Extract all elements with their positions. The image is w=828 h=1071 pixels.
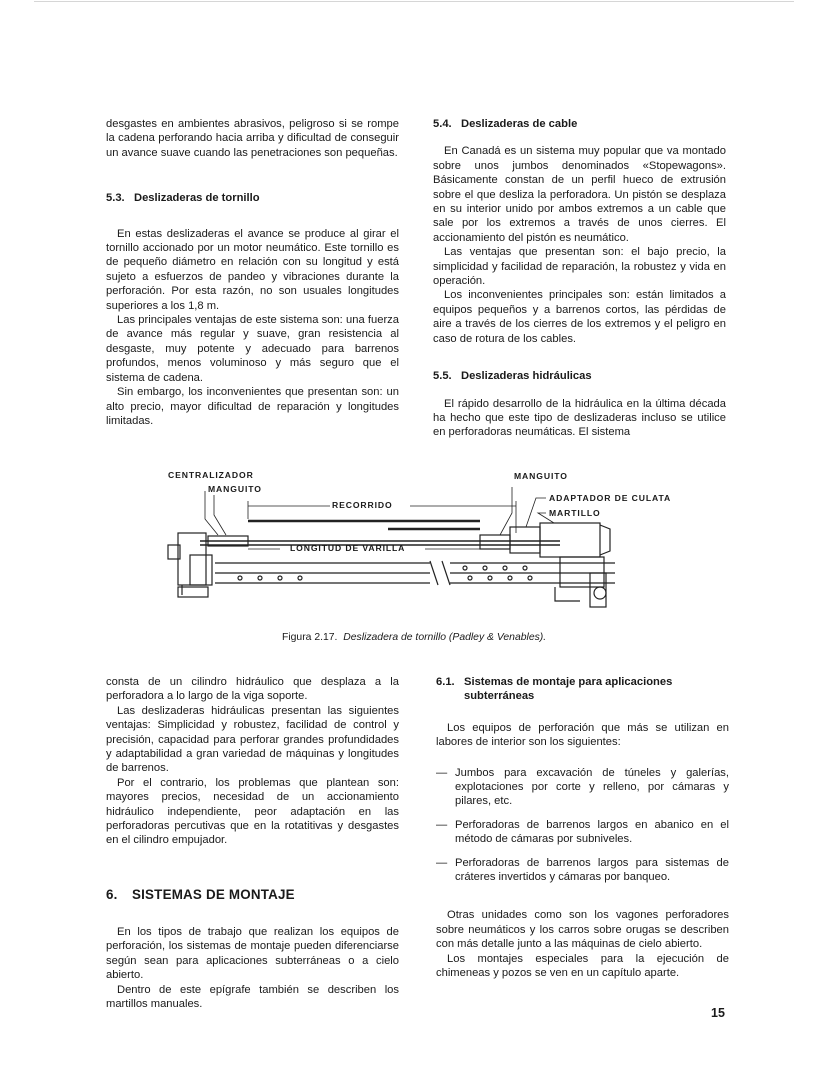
section-heading-6 — [106, 886, 399, 903]
section-number: 5.5. — [433, 370, 452, 383]
paragraph: Las ventajas que presentan son: el bajo precio, la simplicidad y facilidad de reparación, la robustez y vida en operación. — [433, 246, 726, 288]
list-item-text: Perforadoras de barrenos largos para sistemas de cráteres invertidos y cámaras por banqueo. — [455, 856, 729, 884]
label-hammer: MARTILLO — [549, 508, 601, 518]
section-heading-5-4 — [433, 117, 726, 131]
paragraph: En los tipos de trabajo que realizan los equipos de perforación, los sistemas de montaje pueden diferenciarse según sean para aplicaciones subterráneas o a cielo abierto. — [106, 925, 399, 982]
paragraph: Otras unidades como son los vagones perforadores sobre neumáticos y los carros sobre orugas se describen con más detalle junto a las máquinas de cielo abierto. — [436, 909, 729, 951]
top-rule — [34, 1, 794, 2]
caption-prefix: Figura 2.17. — [282, 632, 338, 643]
list-item-text: Jumbos para excavación de túneles y galerías, explotaciones por corte y relleno, por cámaras y pilares, etc. — [455, 766, 729, 808]
paragraph: Los inconvenientes principales son: están limitados a equipos pequeños y a barrenos cortos, las pérdidas de aire a través de los cierres de los extremos y el peligro en caso de rotura de los cables. — [433, 289, 726, 345]
paragraph: El rápido desarrollo de la hidráulica en la última década ha hecho que este tipo de deslizaderas incluso se utilice en perforadoras neumáticas. El sistema — [433, 397, 726, 439]
list-item — [436, 818, 729, 847]
list-item-text: Perforadoras de barrenos largos en abanico en el método de cámaras por subniveles. — [455, 818, 729, 846]
paragraph: Sin embargo, los inconvenientes que presentan son: un alto precio, mayor dificultad de reparación y longitudes limitadas. — [106, 386, 399, 427]
left-column-bottom — [106, 675, 399, 1011]
section-number: 6.1. — [436, 676, 455, 688]
paragraph: Las principales ventajas de este sistema son: una fuerza de avance más regular y suave, gran resistencia al desgaste, muy potente y adecuado para barrenos profundos, menos voluminoso y más seguro que el sistema de cadena. — [106, 314, 399, 384]
paragraph: Los equipos de perforación que más se utilizan en labores de interior son los siguientes: — [436, 721, 729, 749]
page-number: 15 — [711, 1006, 725, 1020]
label-shank-adapter: ADAPTADOR DE CULATA — [549, 493, 672, 503]
paragraph: consta de un cilindro hidráulico que desplaza a la perforadora a lo largo de la viga soporte. — [106, 676, 399, 703]
list-dash: — — [436, 856, 448, 869]
right-column-bottom — [436, 675, 729, 981]
paragraph: desgastes en ambientes abrasivos, peligroso si se rompe la cadena perforando hacia arriba y dificultad de conseguir un avance suave cuando las penetraciones son pequeñas. — [106, 118, 399, 159]
caption-text: Deslizadera de tornillo (Padley & Venables). — [343, 632, 547, 643]
paragraph: En estas deslizaderas el avance se produce al girar el tornillo accionado por un motor neumático. Este tornillo es de pequeño diámetro en relación con su longitud y está sujeto a esfuerzos de pandeo y vibraciones durante la perforación. Por esta razón, no son usuales longitudes superiores a los 1,8 m. — [106, 227, 399, 312]
label-rod-length: LONGITUD DE VARILLA — [290, 543, 406, 553]
paragraph: Los montajes especiales para la ejecución de chimeneas y pozos se ven en un capítulo aparte. — [436, 952, 729, 980]
figure-screw-slide — [160, 463, 680, 623]
section-title: SISTEMAS DE MONTAJE — [132, 886, 295, 902]
section-heading-6-1 — [436, 675, 729, 704]
section-heading-5-5 — [433, 369, 726, 383]
right-column-top — [433, 117, 726, 440]
section-title: Deslizaderas de cable — [461, 118, 578, 130]
section-title: Deslizaderas hidráulicas — [461, 370, 592, 383]
paragraph: Las deslizaderas hidráulicas presentan las siguientes ventajas: Simplicidad y robustez, facilidad de control y precisión, capacidad para perforar grandes profundidades y adaptabilidad a gran variedad de máquinas y longitudes de barrenos. — [106, 704, 399, 775]
list-dash: — — [436, 766, 448, 779]
section-number: 5.3. — [106, 192, 125, 205]
figure-caption — [282, 632, 546, 643]
section-heading-5-3 — [106, 191, 399, 205]
label-sleeve-left: MANGUITO — [208, 484, 262, 494]
section-title: Sistemas de montaje para aplicaciones subterráneas — [464, 676, 673, 703]
coupling-sleeve-right — [480, 535, 510, 549]
label-centralizer: CENTRALIZADOR — [168, 470, 254, 480]
label-sleeve-right: MANGUITO — [514, 471, 568, 481]
left-column-top — [106, 117, 399, 428]
shank-adapter — [510, 527, 540, 553]
list-item — [436, 766, 729, 809]
paragraph: Por el contrario, los problemas que plantean son: mayores precios, necesidad de un accionamiento hidráulico independiente, peor adaptación en las perforadoras percutivas que en la rotatitivas y desgastes en el cilindro empujador. — [106, 776, 399, 847]
label-stroke: RECORRIDO — [332, 500, 393, 510]
paragraph: En Canadá es un sistema muy popular que va montado sobre unos jumbos denominados «Stopewagons». Básicamente constan de un perfil hueco de extrusión sobre el que desliza la perforadora. Un pistón se desplaza en su interior unido por ambos extremos a un cable que sale por los extremos a través de unos cierres. El accionamiento del pistón es neumático. — [433, 145, 726, 244]
section-number: 5.4. — [433, 118, 452, 130]
section-title: Deslizaderas de tornillo — [134, 192, 260, 205]
list-item — [436, 856, 729, 885]
list-dash: — — [436, 818, 448, 831]
hammer — [540, 523, 600, 557]
section-number: 6. — [106, 886, 118, 902]
paragraph: Dentro de este epígrafe también se describen los martillos manuales. — [106, 983, 399, 1010]
